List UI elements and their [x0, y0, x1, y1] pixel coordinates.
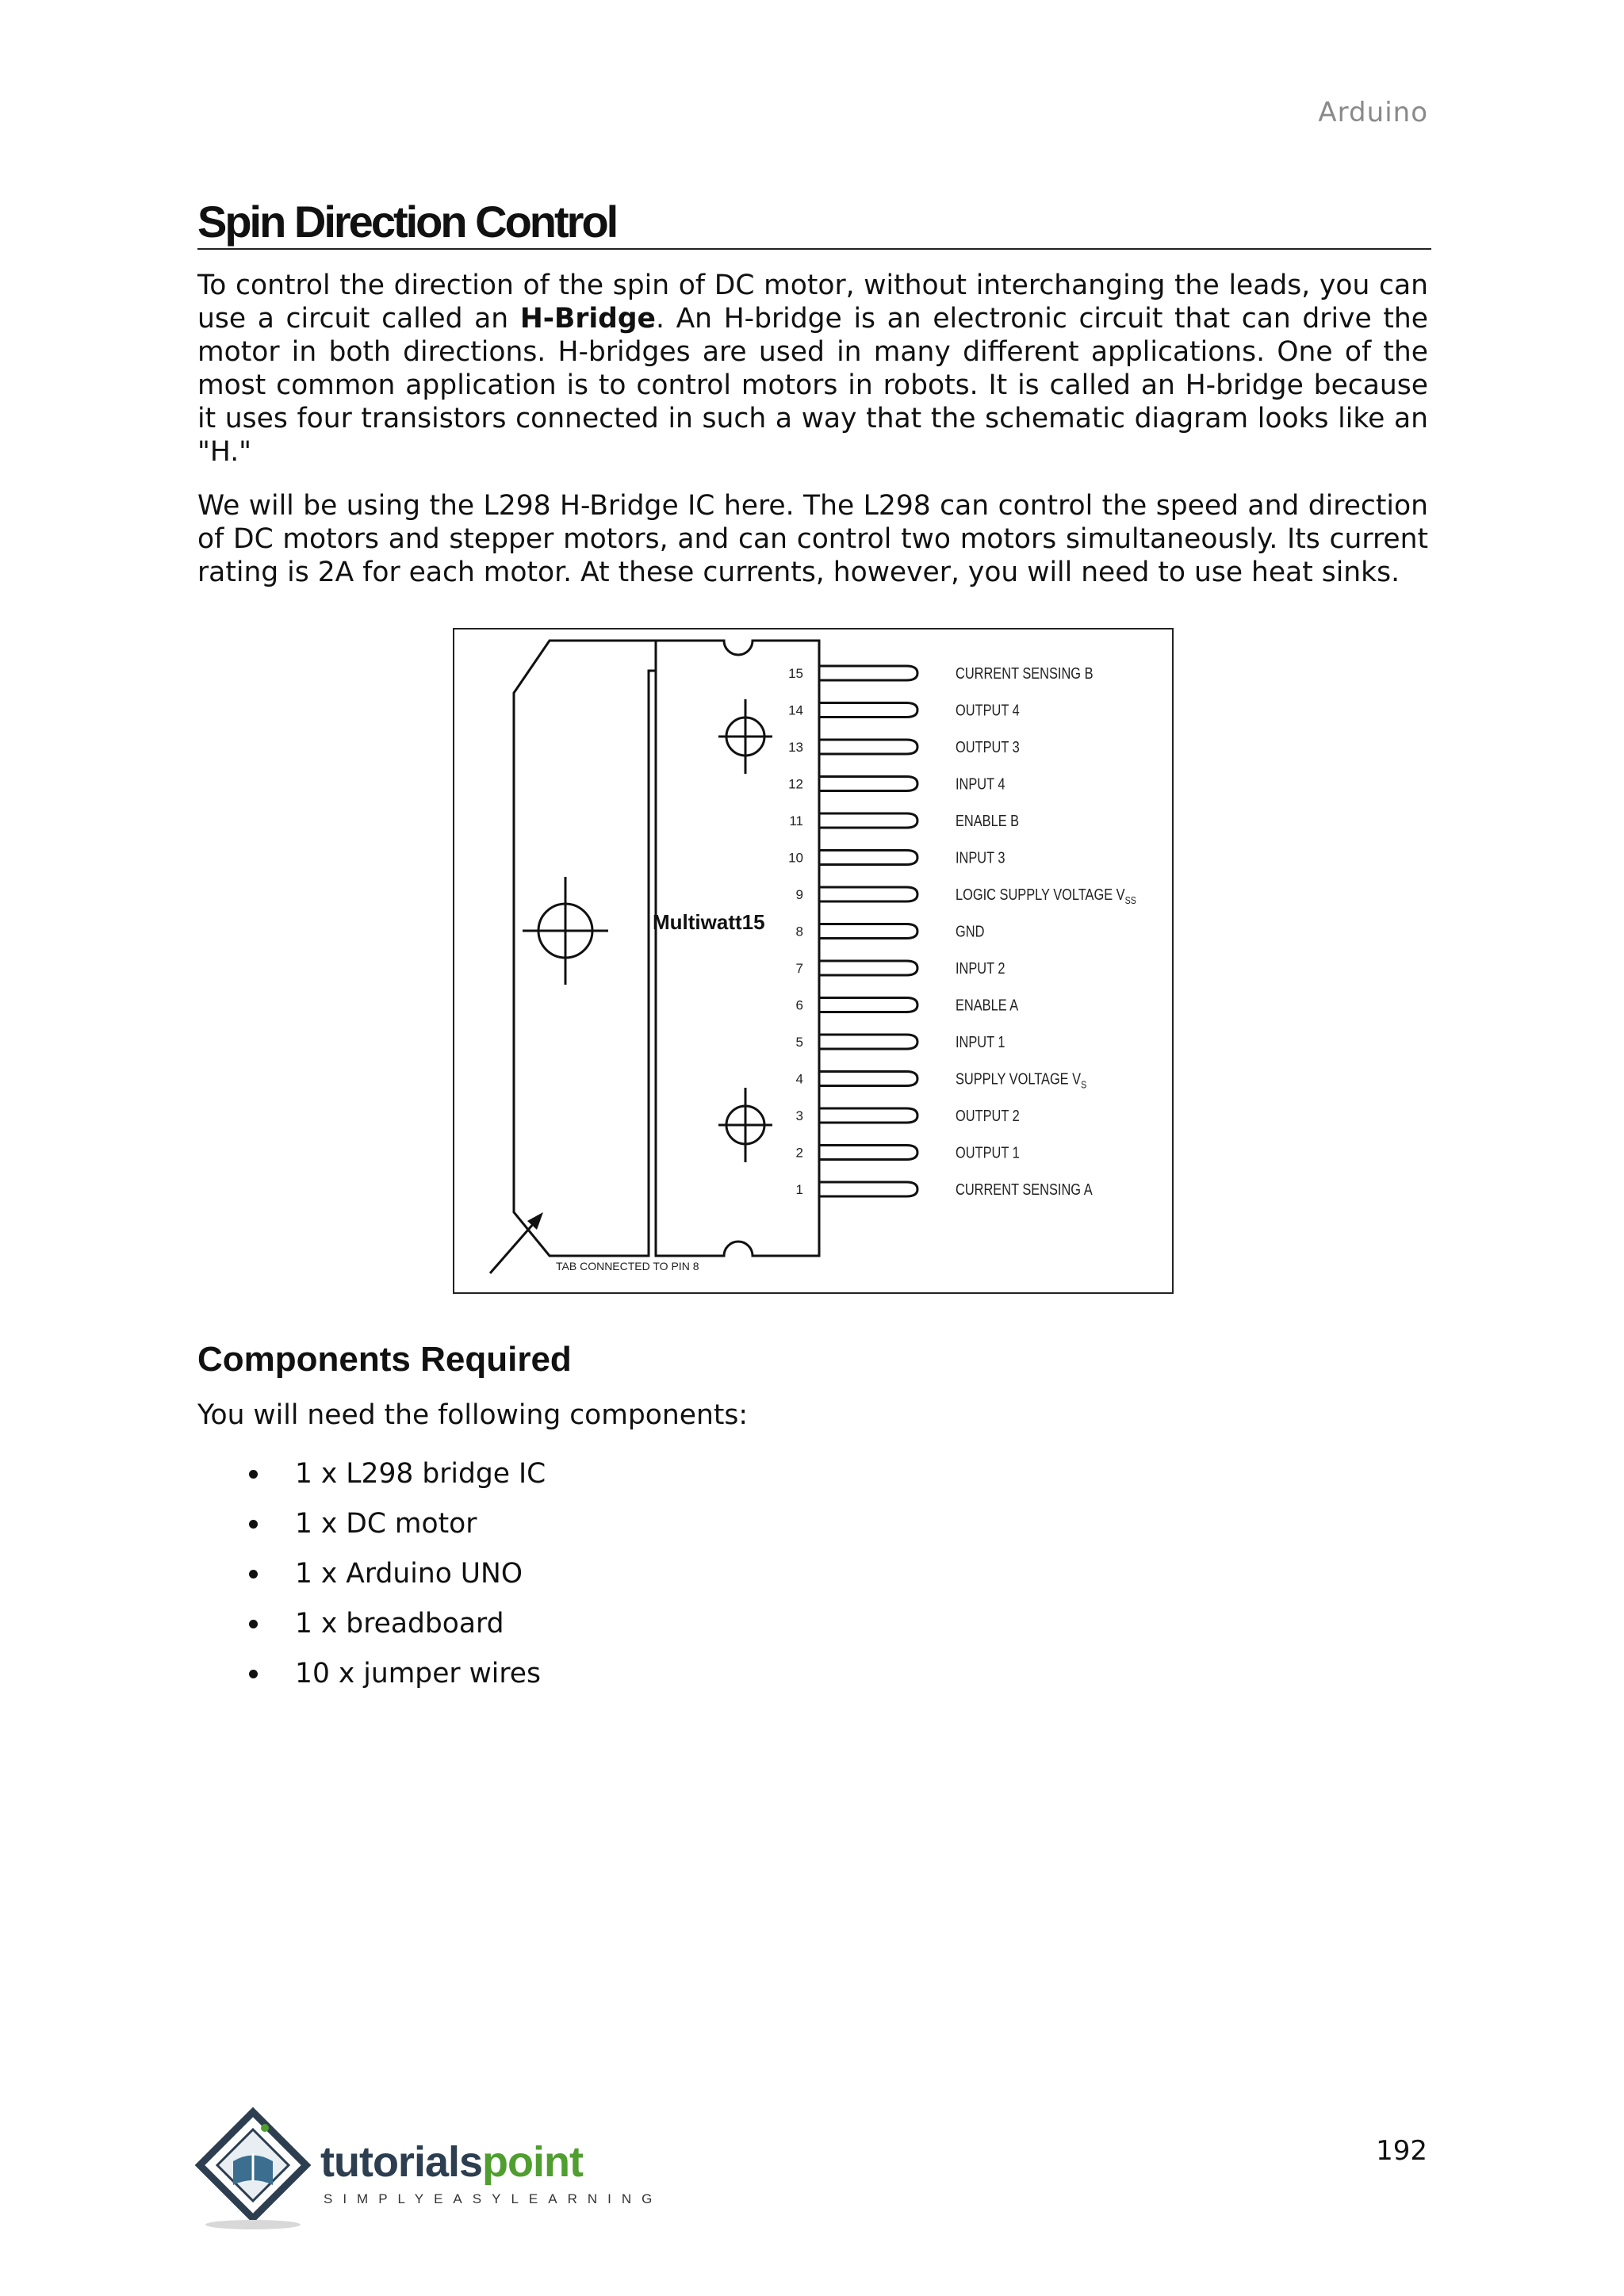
pin-lead	[819, 924, 917, 939]
pin-lead	[819, 851, 917, 865]
bullet-icon	[249, 1570, 258, 1578]
pin-number: 14	[788, 702, 803, 718]
l298-pinout-figure	[453, 628, 1174, 1294]
pin-group	[788, 664, 1136, 1198]
bullet-icon	[249, 1470, 258, 1479]
tab-note: TAB CONNECTED TO PIN 8	[556, 1260, 699, 1272]
pin-number: 6	[795, 997, 803, 1013]
pin-lead	[819, 666, 917, 680]
pin-label: SUPPLY VOLTAGE $V_S$	[956, 1069, 1087, 1091]
pin-label: OUTPUT 3	[956, 737, 1020, 756]
pin-lead	[819, 887, 917, 901]
running-header: Arduino	[1318, 97, 1428, 128]
list-item: 1 x Arduino UNO	[238, 1557, 546, 1607]
components-intro: You will need the following components:	[197, 1399, 748, 1431]
paragraph-intro-text-1: To control the direction of the spin of DC motor, without interchanging the leads, you can use a circuit called an	[197, 270, 1428, 335]
title-divider	[197, 248, 1431, 250]
pin-lead	[819, 813, 917, 828]
pin-number: 11	[789, 813, 803, 828]
list-item: 1 x L298 bridge IC	[238, 1457, 546, 1507]
components-list	[238, 1457, 546, 1707]
pin-label: LOGIC SUPPLY VOLTAGE $V_{SS}$	[956, 885, 1136, 907]
section-title: Spin Direction Control	[197, 197, 617, 247]
pin-lead	[819, 998, 917, 1012]
bullet-icon	[249, 1670, 258, 1678]
list-item: 1 x DC motor	[238, 1507, 546, 1557]
pin-label: INPUT 3	[956, 848, 1005, 867]
bullet-icon	[249, 1620, 258, 1628]
pin-lead	[819, 740, 917, 754]
pin-number: 4	[795, 1071, 803, 1087]
components-heading: Components Required	[197, 1340, 572, 1379]
pin-lead	[819, 703, 917, 718]
pin-lead	[819, 1108, 917, 1123]
pin-number: 10	[788, 850, 803, 866]
list-item: 10 x jumper wires	[238, 1657, 546, 1707]
pin-number: 2	[795, 1145, 803, 1161]
page-number: 192	[1376, 2135, 1427, 2167]
pin-number: 15	[788, 666, 803, 681]
pin-number: 13	[788, 740, 803, 755]
pin-label: INPUT 4	[956, 774, 1005, 793]
paragraph-l298: We will be using the L298 H-Bridge IC here. The L298 can control the speed and direction of DC motors and stepper motors, and can control two motors simultaneously. Its current rating is 2A for each motor. At these currents, however, you will need to use heat sinks.	[197, 490, 1428, 588]
pin-lead	[819, 777, 917, 791]
bullet-icon	[249, 1520, 258, 1529]
list-item: 1 x breadboard	[238, 1607, 546, 1657]
logo-tagline: SIMPLYEASYLEARNING	[324, 2191, 663, 2206]
pin-label: CURRENT SENSING A	[956, 1180, 1093, 1199]
pin-label: ENABLE B	[956, 811, 1020, 830]
pin-lead	[819, 961, 917, 975]
pin-number: 9	[795, 887, 803, 902]
logo-diamond-icon	[193, 2106, 312, 2233]
package-body	[656, 641, 819, 1256]
pin-lead	[819, 1182, 917, 1196]
h-bridge-term: H-Bridge	[519, 303, 656, 335]
pin-lead	[819, 1072, 917, 1086]
pin-label: OUTPUT 1	[956, 1142, 1020, 1161]
pin-label: INPUT 1	[956, 1032, 1005, 1051]
tutorialspoint-logo	[193, 2106, 663, 2233]
paragraph-intro	[197, 269, 1428, 469]
pinout-diagram	[454, 629, 1175, 1295]
pin-label: CURRENT SENSING B	[956, 664, 1094, 683]
paragraph-intro-text-2: . An H-bridge is an electronic circuit that can drive the motor in both directions. H-bridges are used in many different applications. One of the most common application is to control motors in robots. It is called an H-bridge because it uses four transistors connected in such a way that the schematic diagram looks like an "H."	[197, 303, 1428, 468]
pin-lead	[819, 1035, 917, 1049]
pin-label: ENABLE A	[956, 995, 1019, 1014]
pin-number: 1	[795, 1182, 803, 1197]
package-label: Multiwatt15	[653, 910, 765, 934]
pin-label: OUTPUT 4	[956, 700, 1020, 719]
pin-number: 7	[795, 961, 803, 976]
pin-lead	[819, 1146, 917, 1160]
logo-wordmark: tutorialspoint	[320, 2138, 583, 2186]
pin-number: 5	[795, 1035, 803, 1050]
pin-label: OUTPUT 2	[956, 1106, 1020, 1125]
pin-number: 8	[795, 924, 803, 939]
pin-label: INPUT 2	[956, 959, 1005, 978]
pin-number: 3	[795, 1108, 803, 1123]
pin-number: 12	[788, 776, 803, 792]
pin-label: GND	[956, 921, 985, 940]
